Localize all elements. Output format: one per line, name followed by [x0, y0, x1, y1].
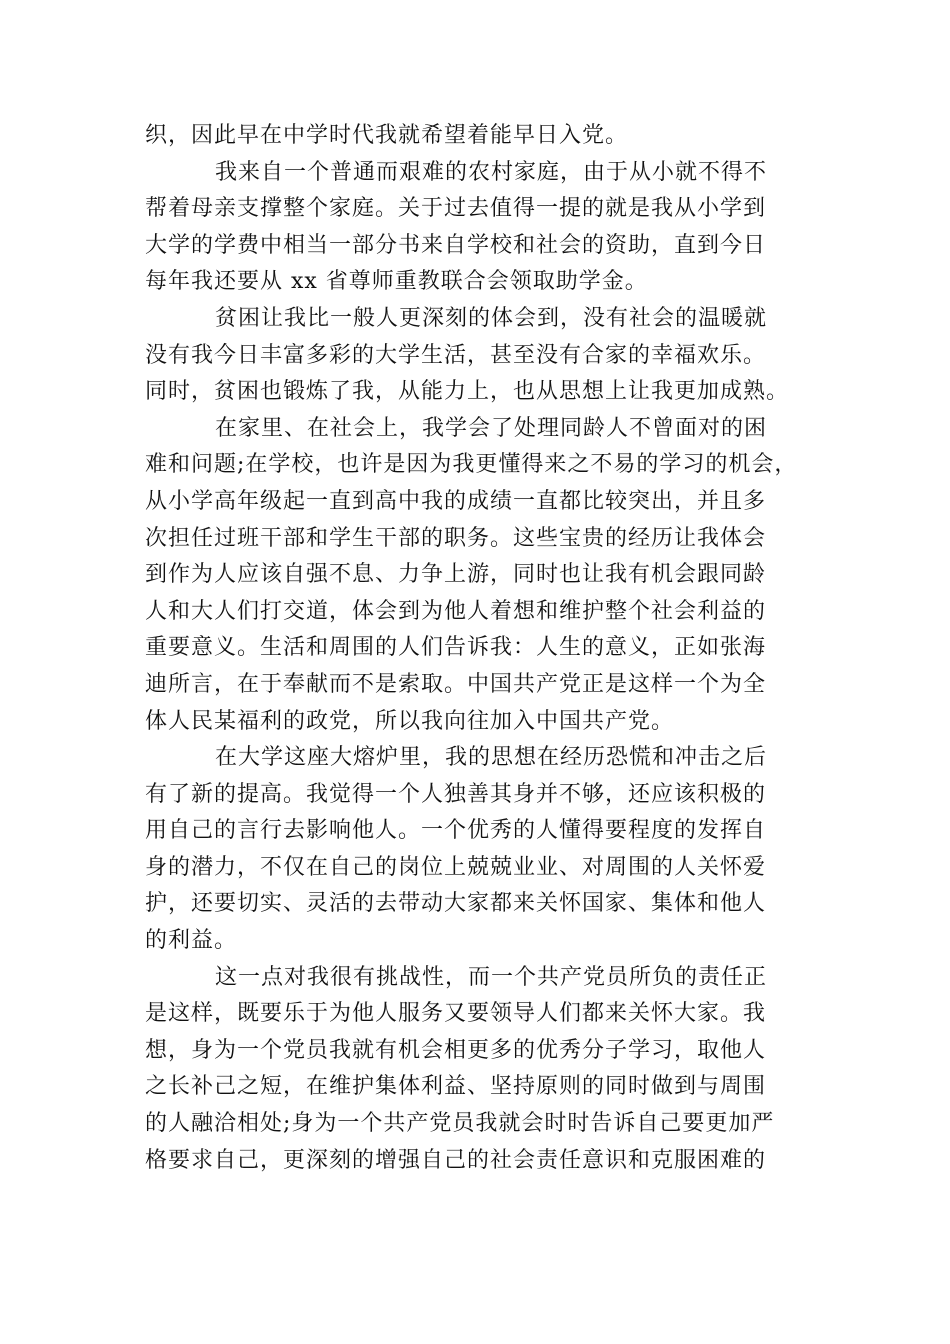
- paragraph-6: [145, 960, 805, 1180]
- text-line: 的利益。: [145, 928, 238, 954]
- paragraph-5: [145, 740, 805, 960]
- text-line: 格要求自己，更深刻的增强自己的社会责任意识和克服困难的: [145, 1147, 767, 1173]
- text-line: 身的潜力，不仅在自己的岗位上兢兢业业、对周围的人关怀爱: [145, 854, 767, 880]
- text-line: 织，因此早在中学时代我就希望着能早日入党。: [145, 123, 629, 148]
- paragraph-4: [145, 411, 805, 740]
- text-line: 重要意义。生活和周围的人们告诉我：人生的意义，正如张海: [145, 635, 767, 661]
- text-line: 没有我今日丰富多彩的大学生活，甚至没有合家的幸福欢乐。: [145, 342, 767, 368]
- text-line: 从小学高年级起一直到高中我的成绩一直都比较突出，并且多: [145, 488, 767, 514]
- text-line: 之长补己之短，在维护集体利益、坚持原则的同时做到与周围: [145, 1074, 767, 1100]
- document-body: [145, 118, 805, 1179]
- text-line: 帮着母亲支撑整个家庭。关于过去值得一提的就是我从小学到: [145, 196, 767, 222]
- text-line: 每年我还要从 xx 省尊师重教联合会领取助学金。: [145, 269, 648, 295]
- text-line: 是这样，既要乐于为他人服务又要领导人们都来关怀大家。我: [145, 1001, 767, 1027]
- text-line: 这一点对我很有挑战性，而一个共产党员所负的责任正: [215, 964, 768, 990]
- text-line: 在大学这座大熔炉里，我的思想在经历恐慌和冲击之后: [215, 745, 768, 771]
- text-line: 我来自一个普通而艰难的农村家庭，由于从小就不得不: [215, 159, 768, 185]
- text-line: 人和大人们打交道，体会到为他人着想和维护整个社会利益的: [145, 598, 767, 624]
- text-line: 次担任过班干部和学生干部的职务。这些宝贵的经历让我体会: [145, 525, 767, 551]
- paragraph-2: [145, 155, 805, 301]
- paragraph-1: [145, 118, 805, 155]
- text-line: 有了新的提高。我觉得一个人独善其身并不够，还应该积极的: [145, 781, 767, 807]
- text-line: 同时，贫困也锻炼了我，从能力上，也从思想上让我更加成熟。: [145, 379, 790, 405]
- text-line: 迪所言，在于奉献而不是索取。中国共产党正是这样一个为全: [145, 671, 767, 697]
- text-line: 体人民某福利的政党，所以我向往加入中国共产党。: [145, 708, 675, 734]
- text-line: 大学的学费中相当一部分书来自学校和社会的资助，直到今日: [145, 232, 767, 258]
- paragraph-3: [145, 301, 805, 411]
- text-line: 难和问题;在学校，也许是因为我更懂得来之不易的学习的机会，: [145, 452, 798, 478]
- text-line: 想，身为一个党员我就有机会相更多的优秀分子学习，取他人: [145, 1037, 767, 1063]
- text-line: 用自己的言行去影响他人。一个优秀的人懂得要程度的发挥自: [145, 818, 767, 844]
- text-line: 在家里、在社会上，我学会了处理同龄人不曾面对的困: [215, 415, 768, 441]
- text-line: 的人融洽相处;身为一个共产党员我就会时时告诉自己要更加严: [145, 1111, 775, 1137]
- text-line: 到作为人应该自强不息、力争上游，同时也让我有机会跟同龄: [145, 562, 767, 588]
- text-line: 贫困让我比一般人更深刻的体会到，没有社会的温暖就: [215, 305, 768, 331]
- text-line: 护，还要切实、灵活的去带动大家都来关怀国家、集体和他人: [145, 891, 767, 917]
